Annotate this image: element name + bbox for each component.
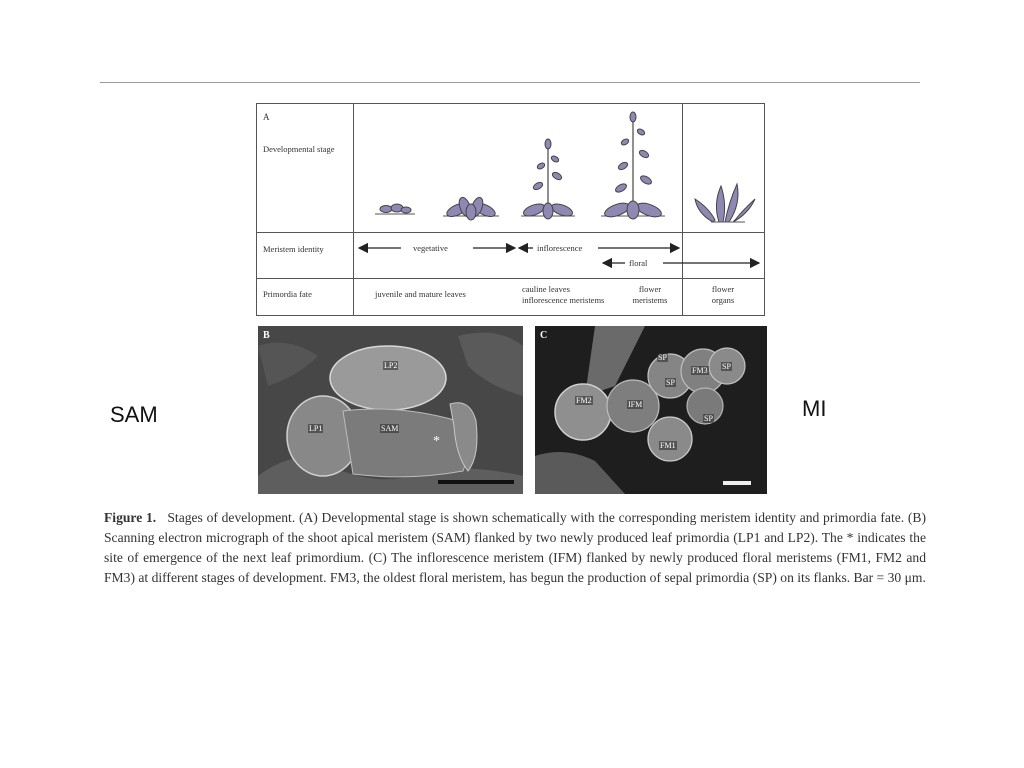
identity-floral: floral	[629, 258, 648, 268]
meristem-identity-arrows	[353, 232, 764, 278]
fate-meristems: meristems	[632, 295, 668, 305]
flowering-plant-icon	[601, 112, 665, 220]
bolting-plant-icon	[521, 139, 575, 219]
tag-fm2: FM2	[576, 396, 592, 405]
fate-flower-organs-2: organs	[711, 295, 735, 305]
panel-b-micrograph	[258, 326, 523, 494]
row-divider	[257, 278, 764, 279]
panel-c-label: C	[540, 330, 548, 341]
tag-sam: SAM	[381, 424, 399, 433]
left-slide-label: SAM	[110, 402, 158, 427]
tag-sp: SP	[704, 414, 713, 423]
rosette-icon	[443, 196, 499, 220]
panel-b-label: B	[263, 330, 270, 341]
tag-asterisk: *	[433, 434, 440, 449]
fate-cauline: cauline leaves	[522, 284, 570, 294]
row-header-identity: Meristem identity	[263, 244, 324, 254]
panel-a-label: A	[263, 112, 270, 122]
tag-ifm: IFM	[628, 400, 643, 409]
identity-inflorescence: inflorescence	[537, 243, 583, 253]
right-slide-label: MI	[802, 396, 827, 421]
tag-fm3: FM3	[692, 366, 708, 375]
caption-lead: Figure 1.	[104, 510, 157, 525]
identity-vegetative: vegetative	[413, 243, 448, 253]
tag-sp: SP	[658, 353, 667, 362]
inflorescence-meristem-image	[535, 326, 767, 494]
tag-lp2: LP2	[384, 361, 398, 370]
fate-inflorescence-meristems: inflorescence meristems	[522, 295, 605, 305]
panel-a-table	[256, 103, 765, 316]
row-header-stage: Developmental stage	[263, 144, 335, 154]
tag-fm1: FM1	[660, 441, 676, 450]
flower-organs-icon	[695, 184, 755, 222]
caption-text: Stages of development. (A) Developmental stage is shown schematically with the corresponding meristem identity and primordia fate. (B) Scanning electron micrograph of the shoot apical meristem (SAM) flanked by two newly produced leaf primordia (LP1 and LP2). The * indicates the site of emergence of the next leaf primordium. (C) The inflorescence meristem (IFM) flanked by newly produced floral meristems (FM1, FM2 and FM3) at different stages of development. FM3, the oldest floral meristem, has begun the production of sepal primordia (SP) on its flanks. Bar = 30 μm.	[104, 510, 926, 585]
row-header-fate: Primordia fate	[263, 289, 312, 299]
seedling-icon	[375, 204, 415, 214]
figure-caption	[104, 508, 926, 588]
panel-c-micrograph	[535, 326, 767, 494]
developmental-stage-illustrations	[353, 104, 764, 232]
fate-flower: flower	[638, 284, 662, 294]
tag-sp: SP	[722, 362, 731, 371]
tag-sp: SP	[666, 378, 675, 387]
fate-juvenile: juvenile and mature leaves	[375, 289, 466, 299]
shoot-apical-meristem-image	[258, 326, 523, 494]
tag-lp1: LP1	[309, 424, 323, 433]
fate-flower-organs-1: flower	[711, 284, 735, 294]
top-rule	[100, 82, 920, 83]
